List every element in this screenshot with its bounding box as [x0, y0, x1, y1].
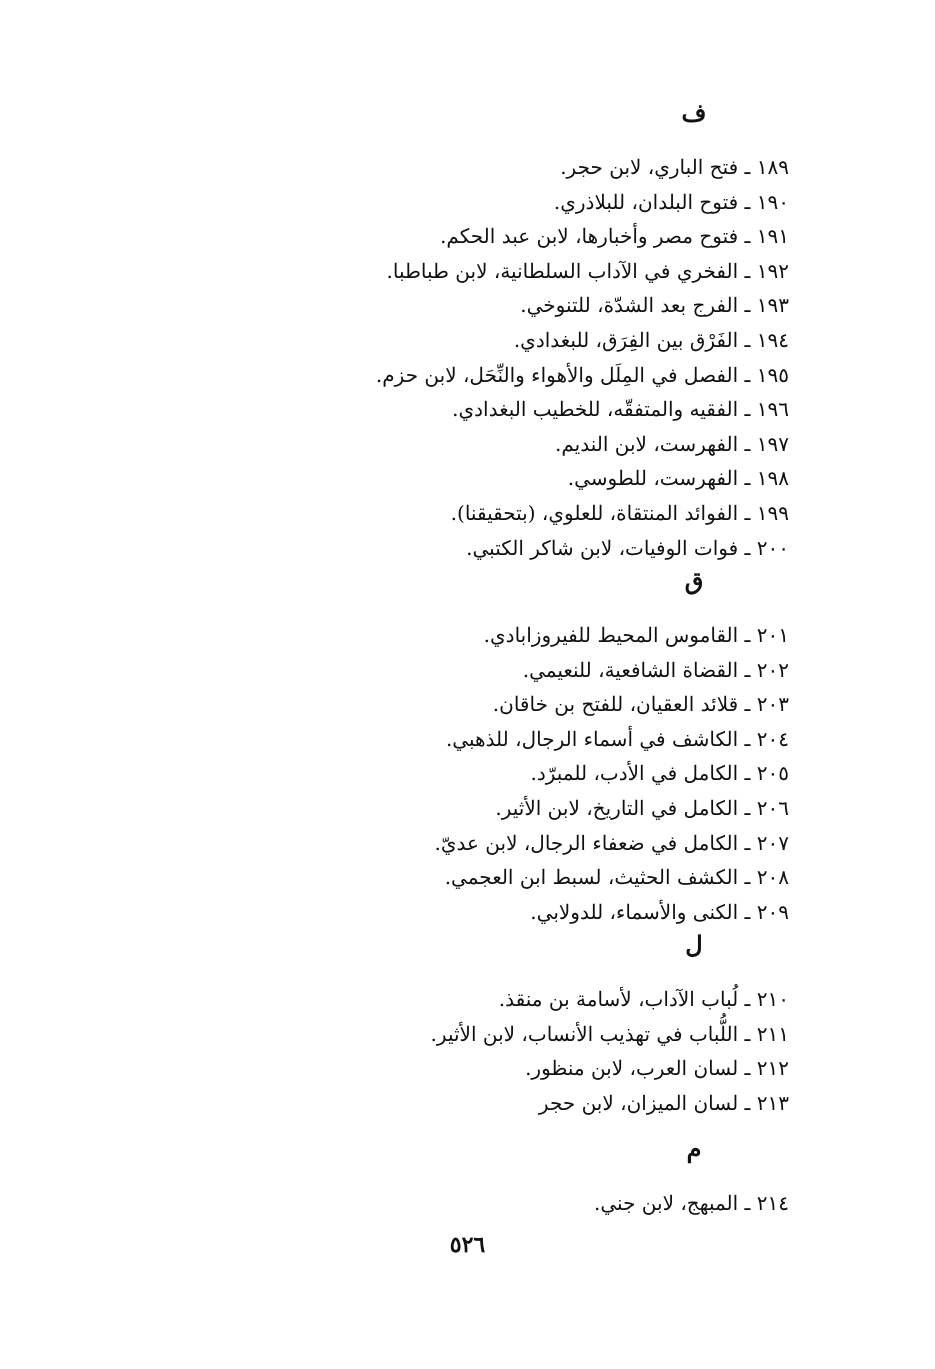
list-item: ٢٠٤ ـ الكاشف في أسماء الرجال، للذهبي.	[445, 726, 789, 751]
list-item: ١٩٥ ـ الفصل في المِلَل والأهواء والنِّحَل، لابن حزم.	[375, 362, 789, 387]
list-item: ١٩٢ ـ الفخري في الآداب السلطانية، لابن طباطبا.	[386, 258, 789, 283]
list-item: ١٩٩ ـ الفوائد المنتقاة، للعلوي، (بتحقيقنا).	[450, 500, 789, 525]
section-letter: ل	[685, 930, 703, 959]
list-item: ١٩٨ ـ الفهرست، للطوسي.	[567, 466, 789, 491]
section-letter: ق	[684, 566, 704, 595]
list-item: ٢٠٣ ـ قلائد العقيان، للفتح بن خاقان.	[492, 692, 789, 717]
list-item: ٢٠١ ـ القاموس المحيط للفيروزابادي.	[483, 623, 789, 647]
list-item: ٢١٤ ـ المبهج، لابن جني.	[594, 1191, 789, 1215]
section-letter: ف	[681, 98, 707, 127]
list-item: ٢١١ ـ اللُّباب في تهذيب الأنساب، لابن الأثير.	[430, 1021, 789, 1046]
list-item: ٢٠٦ ـ الكامل في التاريخ، لابن الأثير.	[495, 795, 789, 820]
list-item: ٢١٠ ـ لُباب الآداب، لأسامة بن منقذ.	[498, 987, 789, 1011]
list-item: ٢٠٩ ـ الكنى والأسماء، للدولابي.	[530, 899, 789, 924]
list-item: ١٩٧ ـ الفهرست، لابن النديم.	[554, 431, 789, 456]
list-item: ٢١٣ ـ لسان الميزان، لابن حجر	[538, 1090, 789, 1115]
section-qaf	[289, 566, 789, 929]
section-lam	[289, 930, 789, 1120]
entry-list	[289, 982, 789, 1120]
list-item: ٢٠٢ ـ القضاة الشافعية، للنعيمي.	[522, 657, 789, 682]
section-mim	[289, 1134, 789, 1221]
list-item: ٢٠٠ ـ فوات الوفيات، لابن شاكر الكتبي.	[466, 535, 789, 560]
list-item: ٢١٢ ـ لسان العرب، لابن منظور.	[525, 1056, 789, 1081]
list-item: ١٩١ ـ فتوح مصر وأخبارها، لابن عبد الحكم.	[440, 224, 789, 249]
list-item: ١٩٤ ـ الفَرْق بين الفِرَق، للبغدادي.	[513, 327, 789, 352]
entry-list	[289, 618, 789, 929]
list-item: ١٩٣ ـ الفرج بعد الشدّة، للتنوخي.	[520, 293, 789, 318]
section-letter: م	[686, 1134, 702, 1163]
list-item: ١٨٩ ـ فتح الباري، لابن حجر.	[560, 155, 789, 179]
list-item: ١٩٦ ـ الفقيه والمتفقّه، للخطيب البغدادي.	[452, 397, 789, 422]
list-item: ٢٠٥ ـ الكامل في الأدب، للمبرّد.	[530, 761, 789, 786]
entry-list	[289, 1186, 789, 1221]
list-item: ٢٠٧ ـ الكامل في ضعفاء الرجال، لابن عديّ.	[434, 830, 789, 855]
page-number: ٥٢٦	[449, 1232, 486, 1258]
entry-list	[289, 150, 789, 565]
section-fa	[289, 98, 789, 565]
list-item: ٢٠٨ ـ الكشف الحثيث، لسبط ابن العجمي.	[444, 865, 789, 890]
list-item: ١٩٠ ـ فتوح البلدان، للبلاذري.	[553, 189, 789, 214]
